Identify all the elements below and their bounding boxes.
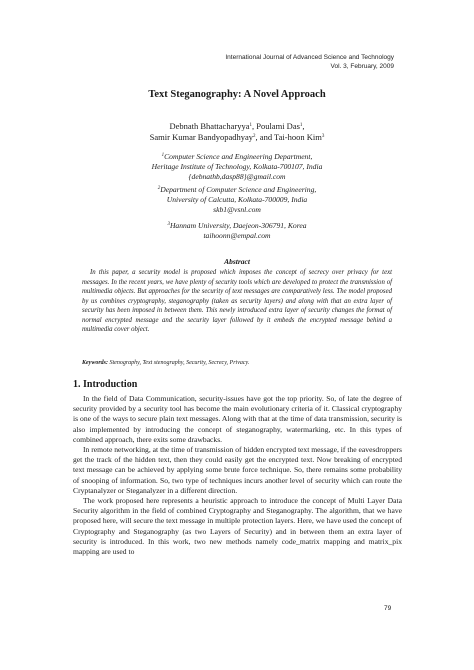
journal-volume: Vol. 3, February, 2009 — [330, 62, 394, 70]
keywords-label: Keywords: — [82, 360, 108, 366]
author-separator: , — [302, 121, 305, 131]
affiliation-line: University of Calcutta, Kolkata-700009, India — [166, 195, 308, 204]
author-affiliation-mark: 1 — [249, 123, 252, 128]
author-name: Poulami Das — [256, 121, 300, 131]
author-name: Debnath Bhattacharyya — [169, 121, 250, 131]
affiliation-line: Heritage Institute of Technology, Kolkata-700107, India — [151, 162, 323, 171]
affiliation-mark: 1 — [161, 153, 165, 158]
author-list — [0, 121, 474, 143]
paragraph: In the field of Data Communication, security-issues have got the top priority. So, of late the degree of security provided by a security tool has become the main evolutionary criteria of it. Classical cryptography is one of the ways to secure plain text messages. Along with that at the time of data transmission, security is also implemented by introducing the concept of steganography, watermarking, etc. In this types of combined approach, there exits some drawbacks. — [73, 394, 402, 444]
page-number: 79 — [384, 605, 392, 612]
abstract-heading: Abstract — [224, 257, 250, 266]
author-separator: , and — [255, 132, 275, 142]
affiliation-line: Hannam University, Daejeon-306791, Korea — [169, 221, 307, 230]
section-heading: 1. Introduction — [73, 379, 138, 390]
author-name: Samir Kumar Bandyopadhyay — [149, 132, 254, 142]
abstract-text: In this paper, a security model is proposed which imposes the concept of secrecy over privacy for text messages. In the recent years, we have plenty of security tools which are developed to protect the transmission of multimedia objects. But approaches for the security of text messages are comparatively less. The model proposed by us combines cryptography, steganography (taken as security layers) and along with that an extra layer of security has been imposed in between them. This newly introduced extra layer of security changes the format of normal encrypted message and the security layer followed by it embeds the encrypted message behind a multimedia cover object. — [82, 269, 392, 333]
author-separator: , — [251, 121, 257, 131]
affiliation-mark: 2 — [157, 186, 161, 191]
keywords — [82, 359, 392, 367]
journal-name: International Journal of Advanced Science and Technology — [225, 54, 394, 61]
author-affiliation-mark: 2 — [253, 134, 256, 139]
affiliation-mark: 3 — [167, 222, 170, 227]
author-name: Tai-hoon Kim — [274, 132, 322, 142]
paragraph: In remote networking, at the time of transmission of hidden encrypted text message, if the eavesdroppers get the track of the hidden text, then they could easily get the encrypted text. Now breaking of encrypted text message can be achieved by applying some brute force technique. So, there remains some probability of snooping of information. So, two type of techniques incurs another level of security which can route the Cryptanalyzer or Steganalyzer in a different direction. — [73, 445, 402, 495]
affiliation-line: Computer Science and Engineering Department, — [164, 152, 313, 161]
paper-title: Text Steganography: A Novel Approach — [148, 89, 326, 100]
affiliation-2 — [0, 185, 474, 215]
keywords-text: Stenography, Text stenography, Security, Secrecy, Privacy. — [108, 360, 250, 366]
paragraph: The work proposed here represents a heuristic approach to introduce the concept of Multi Layer Data Security algorithm in the field of combined Cryptography and Steganography. The algorithm, that we have proposed here, will secure the text message in multiple protection layers. Here, we have used the concept of Cryptography and Steganography (as two Layers of Security) and in between them an extra layer of security is introduced. In this work, two new methods namely code_matrix mapping and matrix_pix mapping are used to — [73, 496, 402, 557]
author-affiliation-mark: 1 — [299, 123, 303, 128]
journal-header — [225, 54, 394, 71]
affiliation-3 — [0, 221, 474, 241]
affiliation-line: Department of Computer Science and Engineering, — [160, 185, 317, 194]
affiliation-email: skb1@vsnl.com — [213, 205, 261, 214]
author-affiliation-mark: 3 — [321, 134, 325, 139]
section-body — [73, 394, 402, 557]
affiliation-email: {debnathb,dasp88}@gmail.com — [188, 172, 286, 181]
affiliation-email: taihoonn@empal.com — [203, 231, 271, 240]
affiliation-1 — [0, 152, 474, 182]
